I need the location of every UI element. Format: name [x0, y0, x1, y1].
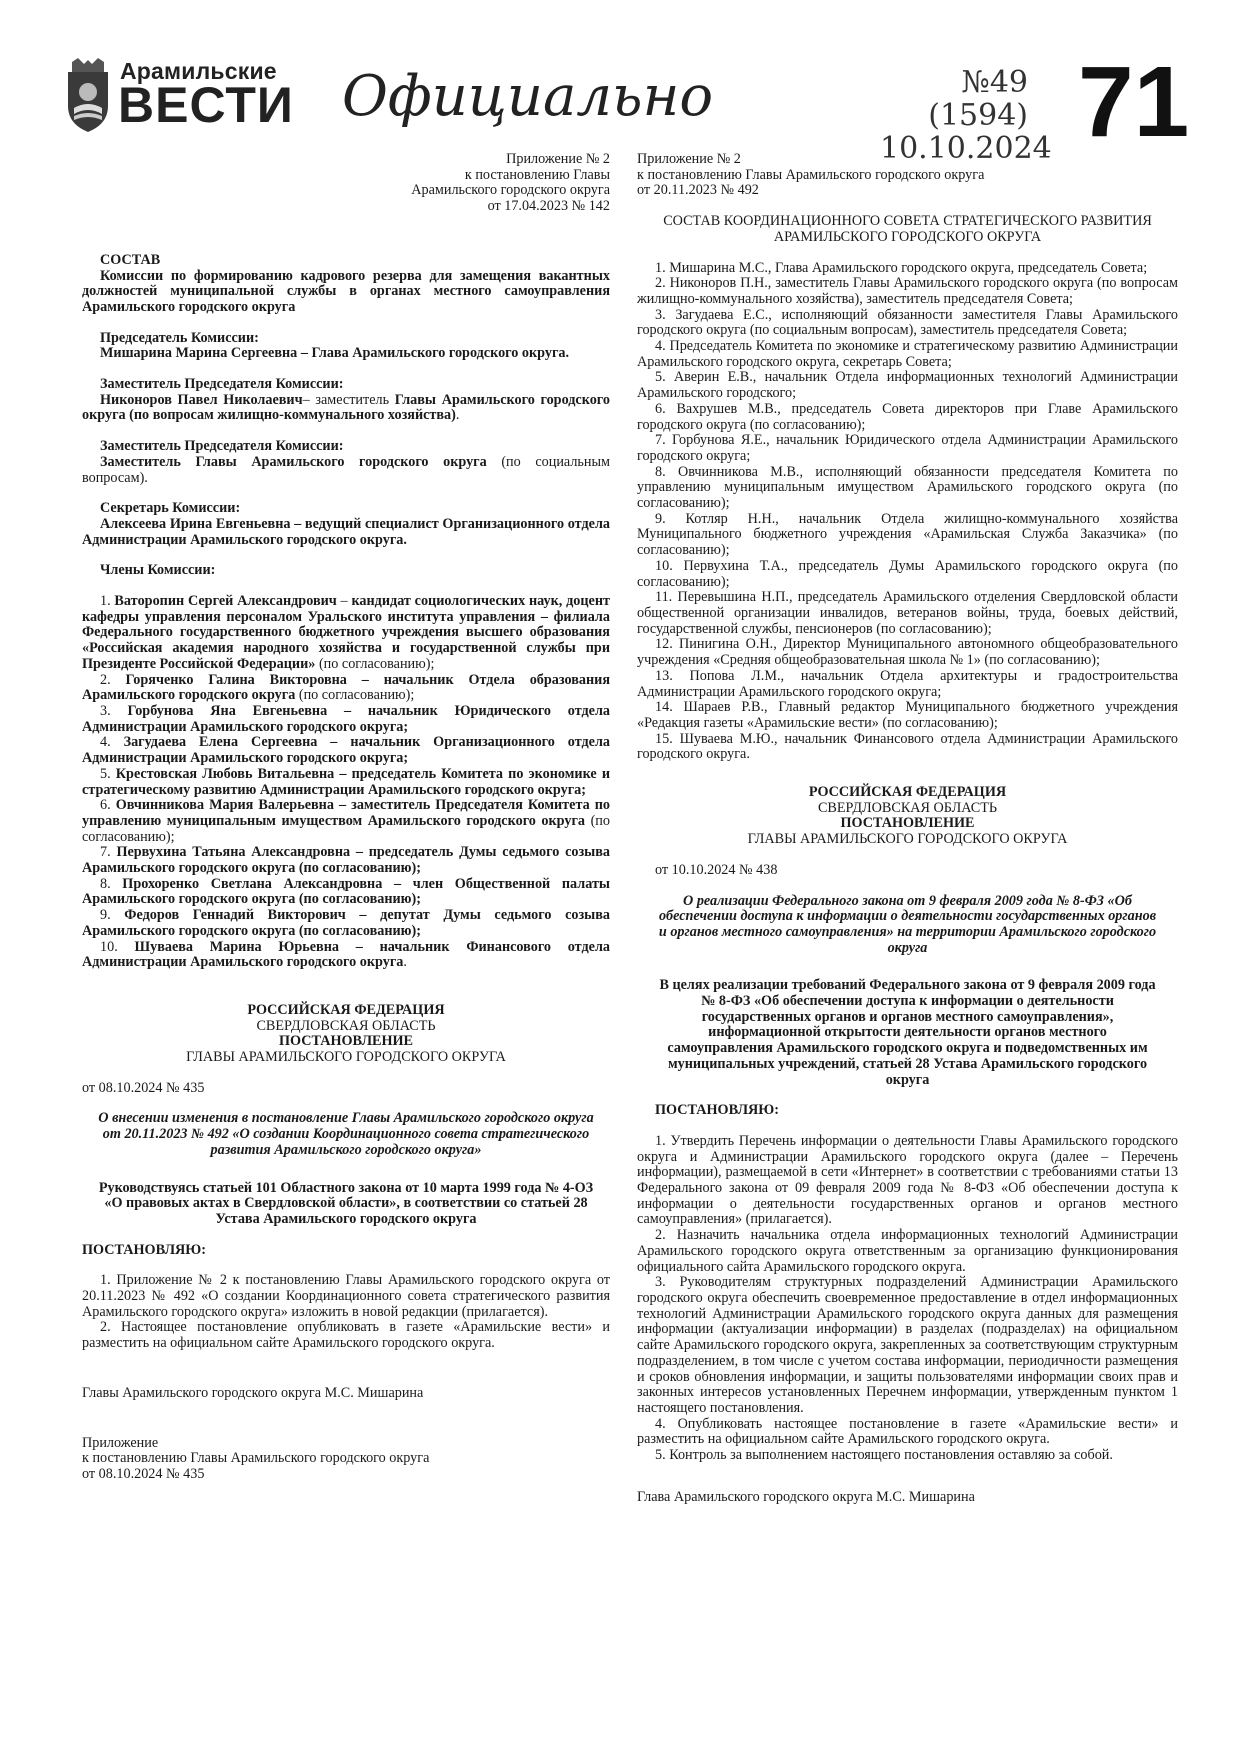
issue-number: №49 (1594) [928, 65, 1028, 133]
decree-header [637, 785, 1178, 848]
member-num: 7. [100, 844, 117, 861]
council-member: 13. Попова Л.М., начальник Отдела архитектуры и градостроительства Администрации Арамильского городского округа; [637, 667, 1178, 700]
rf-title: РОССИЙСКАЯ ФЕДЕРАЦИЯ [808, 784, 1007, 801]
deputy1-label: Заместитель Председателя Комиссии: [100, 376, 344, 393]
member-item [82, 704, 610, 735]
appendix-line: Приложение № 2 [637, 151, 741, 167]
left-column [82, 152, 610, 1483]
decree-word: ПОСТАНОВЛЯЮ: [655, 1102, 780, 1119]
appendix-header [82, 152, 610, 215]
member-bold: Прохоренко Светлана Александровна – член Общественной палаты Арамильского городского округа (по согласованию); [82, 875, 610, 908]
signature: Главы Арамильского городского округа М.С. Мишарина [82, 1384, 424, 1401]
member-bold: Загудаева Елена Сергеевна – начальник Организационного отдела Администрации Арамильского городского округа; [82, 734, 610, 767]
decree-item: 2. Настоящее постановление опубликовать в газете «Арамильские вести» и разместить на официальном сайте Арамильского городского округа. [82, 1319, 610, 1352]
deputy1-mid: – заместитель [302, 391, 395, 408]
member-num: 8. [100, 875, 123, 892]
deputy1-role: Главы Арамильского городского округа (по вопросам жилищно-коммунального хозяйства) [82, 391, 610, 424]
secretary-text: Алексеева Ирина Евгеньевна – ведущий специалист Организационного отдела Администрации Арамильского городского округа. [82, 515, 610, 548]
logo-main-text: ВЕСТИ [118, 77, 294, 133]
member-tail: (по согласованию); [82, 812, 610, 845]
members-label: Члены Комиссии: [100, 562, 216, 579]
members-list [82, 594, 610, 971]
council-member: 12. Пинигина О.Н., Директор Муниципального автономного общеобразовательного учреждения «Средняя общеобразовательная школа № 1» (по согласованию); [637, 636, 1178, 669]
chair-text: Мишарина Марина Сергеевна – Глава Арамильского городского округа. [100, 345, 570, 362]
member-item [82, 798, 610, 845]
council-list [637, 261, 1178, 764]
appendix-line: к постановлению Главы Арамильского городского округа [637, 166, 985, 183]
decree-header [82, 1003, 610, 1066]
doc-title: О реализации Федерального закона от 9 февраля 2009 года № 8-ФЗ «Об обеспечении доступа к информации о деятельности государственных органов и органов местного самоуправления» на территории Арамильского городского округа [658, 892, 1157, 956]
council-member: 5. Аверин Е.В., начальник Отдела информационных технологий Администрации Арамильского городского; [637, 369, 1178, 402]
deputy2-note: (по социальным вопросам). [82, 453, 610, 486]
member-bold: Федоров Геннадий Викторович – депутат Думы седьмого созыва Арамильского городского округа (по согласованию); [82, 907, 610, 939]
page-number: 71 [1078, 46, 1190, 158]
council-member: 15. Шуваева М.Ю., начальник Финансового отдела Администрации Арамильского городского округа. [637, 730, 1178, 763]
logo-top-text: Арамильские [120, 58, 277, 84]
decree-item: 1. Приложение № 2 к постановлению Главы Арамильского городского округа от 20.11.2023 № 492 «О создании Координационного совета стратегического развития Арамильского городского округа» изложить в новой редакции (прилагается). [82, 1272, 610, 1320]
member-item [82, 767, 610, 798]
council-member: 6. Вахрушев М.В., председатель Совета директоров при Главе Арамильского городского округа (по согласованию); [637, 400, 1178, 433]
council-title: СОСТАВ КООРДИНАЦИОННОГО СОВЕТА СТРАТЕГИЧЕСКОГО РАЗВИТИЯ АРАМИЛЬСКОГО ГОРОДСКОГО ОКРУГА [663, 213, 1152, 245]
appendix-line: от 08.10.2024 № 435 [82, 1466, 205, 1482]
decree-item: 3. Руководителям структурных подразделений Администрации Арамильского городского округа обеспечить своевременное предоставление в отдел информационных технологий Администрации Арамильского городского округа данных для размещения информации (актуализации информации) в разделах (подразделах) на официальном сайте Арамильского городского округа, закрепленных за соответствующим структурным подразделением, в том числе с учетом состава информации, периодичности размещения и сроков обновления информации, и защиты пользователями информации своих прав и законных интересов установленных Перечнем информации, утвержденным пунктом 1 настоящего постановления. [637, 1274, 1178, 1416]
member-num: 5. [100, 765, 116, 782]
member-bold: Горбунова Яна Евгеньевна – начальник Юридического отдела Администрации Арамильского городского округа; [82, 702, 611, 735]
appendix-line: от 20.11.2023 № 492 [637, 182, 759, 199]
issuer: ГЛАВЫ АРАМИЛЬСКОГО ГОРОДСКОГО ОКРУГА [186, 1049, 506, 1066]
deputy1-end: . [455, 407, 460, 424]
member-num: 2. [100, 671, 126, 688]
deputy2-text [82, 455, 610, 486]
appendix-line: к постановлению Главы [464, 166, 610, 183]
doc-type: ПОСТАНОВЛЕНИЕ [278, 1033, 414, 1050]
member-bold: Ватoропин Сергей Александрович [114, 593, 337, 610]
member-bold: Овчинникова Мария Валерьевна – заместитель Председателя Комитета по управлению муниципальным имуществом Арамильского городского округа [82, 797, 610, 829]
doc-date: от 08.10.2024 № 435 [82, 1079, 205, 1096]
member-tail: (по согласованию); [315, 655, 435, 672]
council-member: 4. Председатель Комитета по экономике и стратегическому развитию Администрации Арамильского городского округа, секретарь Совета; [637, 338, 1178, 370]
appendix-line: Арамильского городского округа [411, 182, 610, 199]
appendix-line: к постановлению Главы Арамильского городского округа [82, 1450, 430, 1467]
sostav-desc: Комиссии по формированию кадрового резерва для замещения вакантных должностей муниципальной службы в органах местного самоуправления Арамильского городского округа [82, 267, 610, 315]
region-title: СВЕРДЛОВСКАЯ ОБЛАСТЬ [256, 1017, 436, 1034]
issue-info [880, 65, 1052, 166]
deputy2-label: Заместитель Председателя Комиссии: [100, 438, 344, 455]
member-item [82, 594, 610, 673]
council-member: 7. Горбунова Я.Е., начальник Юридического отдела Администрации Арамильского городского округа; [637, 432, 1178, 464]
decree-item: 4. Опубликовать настоящее постановление в газете «Арамильские вести» и разместить на официальном сайте Арамильского городского округа. [637, 1415, 1178, 1448]
decree-items [637, 1134, 1178, 1464]
rf-title: РОССИЙСКАЯ ФЕДЕРАЦИЯ [247, 1001, 445, 1018]
deputy1-name: Никоноров Павел Николаевич [100, 391, 303, 408]
decree-item: 1. Утвердить Перечень информации о деятельности Главы Арамильского городского округа и Администрации Арамильского городского округа (далее – Перечень информации), размещаемой в сети «Интернет» в соответствии с требованиями статьи 13 Федерального закона от 09 февраля 2009 года № 8-ФЗ «Об обеспечении доступа к информации о деятельности государственных органов и органов местного самоуправления» (прилагается). [637, 1132, 1178, 1228]
coat-of-arms-icon [64, 58, 112, 134]
doc-title: О внесении изменения в постановление Главы Арамильского городского округа от 20.11.2023 № 492 «О создании Координационного совета стратегического развития Арамильского городского округа» [98, 1110, 594, 1158]
member-num: 3. [100, 702, 128, 719]
member-item [82, 908, 610, 939]
member-num: 9. [100, 907, 125, 924]
member-bold: Первухина Татьяна Александровна – председатель Думы седьмого созыва Арамильского городского округа (по согласованию); [82, 844, 611, 877]
council-member: 8. Овчинникова М.В., исполняющий обязанности председателя Комитета по управлению муниципальным имуществом Арамильского городского округа (по согласованию); [637, 463, 1178, 512]
member-num: 6. [100, 797, 116, 814]
member-bold: Крестовская Любовь Витальевна – председатель Комитета по экономике и стратегическому развитию Администрации Арамильского городского округа; [82, 765, 611, 798]
council-member: 3. Загудаева Е.С., исполняющий обязанности заместителя Главы Арамильского городского округа (по социальным вопросам), заместитель председателя Совета; [637, 306, 1178, 339]
secretary-label: Секретарь Комиссии: [100, 500, 241, 517]
newspaper-logo [64, 58, 294, 134]
member-bold2: кандидат социологических наук, доцент кафедры управления персоналом Уральского института управления – филиала Федерального государственного бюджетного учреждения высшего образования «Российская академия народного хозяйства и государственной службы при Президенте Российской Федерации» [82, 593, 610, 672]
appendix-line: Приложение № 2 [506, 151, 610, 167]
council-member: 10. Первухина Т.А., председатель Думы Арамильского городского округа (по согласованию); [637, 557, 1178, 590]
member-item [82, 877, 610, 908]
council-member: 11. Перевышина Н.П., председатель Арамильского отделения Свердловской области общественной организации инвалидов, ветеранов войны, труда, боевых действий, государственной службы, пенсионеров (по согласованию); [637, 589, 1178, 637]
council-member: 1. Мишарина М.С., Глава Арамильского городского округа, председатель Совета; [655, 259, 1148, 276]
region-title: СВЕРДЛОВСКАЯ ОБЛАСТЬ [817, 799, 998, 816]
section-title: Официально [342, 64, 714, 129]
doc-type: ПОСТАНОВЛЕНИЕ [840, 815, 975, 832]
appendix-line: от 17.04.2023 № 142 [487, 198, 610, 215]
decree-item: 2. Назначить начальника отдела информационных технологий Администрации Арамильского городского округа ответственным за организацию функционирования официального сайта Арамильского городского округа. [637, 1227, 1178, 1275]
council-member: 9. Котляр Н.Н., начальник Отдела жилищно-коммунального хозяйства Муниципального бюджетного учреждения «Арамильская Служба Заказчика» (по согласованию); [637, 510, 1178, 559]
member-mid: – [336, 593, 352, 610]
deputy1-text [82, 393, 610, 424]
doc-basis: Руководствуясь статьей 101 Областного закона от 10 марта 1999 года № 4-ОЗ «О правовых актах в Свердловской области», в соответствии со статьей 28 Устава Арамильского городского округа [98, 1179, 594, 1227]
member-tail: . [403, 954, 407, 971]
member-bold: Горяченко Галина Викторовна – начальник Отдела образования Арамильского городского округа [82, 671, 611, 704]
member-tail: (по согласованию); [295, 687, 415, 704]
member-item [82, 940, 610, 971]
council-member: 2. Никоноров П.Н., заместитель Главы Арамильского городского округа (по вопросам жилищно-коммунального хозяйства), заместитель председателя Совета; [637, 275, 1178, 307]
decree-word: ПОСТАНОВЛЯЮ: [82, 1241, 207, 1258]
appendix-line: Приложение [82, 1434, 159, 1451]
decree-item: 5. Контроль за выполнением настоящего постановления оставляю за собой. [655, 1447, 1113, 1464]
sostav-title: СОСТАВ [100, 251, 161, 268]
signature: Глава Арамильского городского округа М.С. Мишарина [637, 1488, 975, 1505]
deputy2-role: Заместитель Главы Арамильского городского округа [100, 453, 487, 470]
member-item [82, 845, 610, 876]
doc-basis: В целях реализации требований Федерального закона от 9 февраля 2009 года № 8-ФЗ «Об обеспечении доступа к информации о деятельности государственных органов и органов местного самоуправления», информационной открытости деятельности органов местного самоуправления Арамильского городского округа и подведомственных им муниципальных учреждений, статьей 28 Устава Арамильского городского округа [659, 977, 1156, 1088]
right-column [637, 152, 1178, 1505]
member-item [82, 673, 610, 704]
doc-date: от 10.10.2024 № 438 [655, 861, 778, 878]
council-member: 14. Шараев Р.В., Главный редактор Муниципального бюджетного учреждения «Редакция газеты «Арамильские вести» (по согласованию); [637, 699, 1178, 731]
issue-date: 10.10.2024 [880, 131, 1052, 166]
issuer: ГЛАВЫ АРАМИЛЬСКОГО ГОРОДСКОГО ОКРУГА [747, 831, 1068, 848]
member-num: 10. [100, 938, 135, 955]
member-item [82, 735, 610, 766]
member-num: 1. [100, 593, 115, 610]
member-bold: Шуваева Марина Юрьевна – начальник Финансового отдела Администрации Арамильского городского округа [82, 938, 610, 971]
member-num: 4. [100, 734, 124, 751]
chair-label: Председатель Комиссии: [100, 329, 259, 346]
